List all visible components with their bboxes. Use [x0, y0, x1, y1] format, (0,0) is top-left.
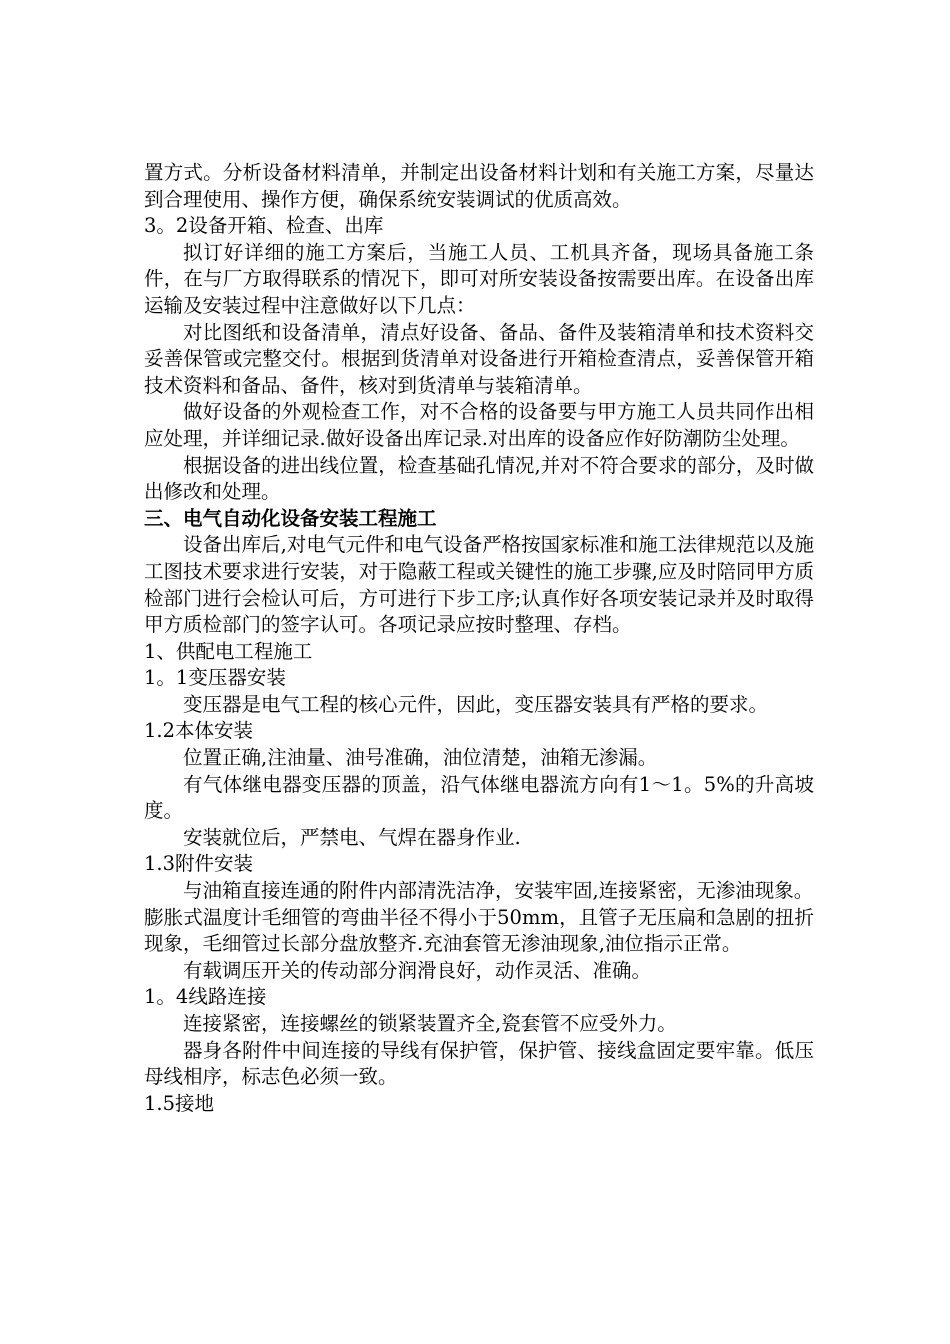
section-heading-1-5: 1.5接地 [144, 1091, 215, 1115]
document-body [144, 160, 814, 1117]
paragraph: 设备出库后,对电气元件和电气设备严格按国家标准和施工法律规范以及施工图技术要求进行安装，对于隐蔽工程或关键性的施工步骤,应及时陪同甲方质检部门进行会检认可后，方可进行下步工序;认真作好各项安装记录并及时取得甲方质检部门的签字认可。各项记录应按时整理、存档。 [144, 533, 814, 637]
paragraph: 有载调压开关的传动部分润滑良好，动作灵活、准确。 [183, 958, 652, 982]
paragraph: 有气体继电器变压器的顶盖，沿气体继电器流方向有1～1。5%的升高坡度。 [144, 772, 814, 823]
paragraph: 与油箱直接连通的附件内部清洗洁净，安装牢固,连接紧密，无渗油现象。 [183, 879, 814, 903]
chapter-heading-3: 三、电气自动化设备安装工程施工 [144, 506, 437, 530]
paragraph: 拟订好详细的施工方案后，当施工人员、工机具齐备，现场具备施工条件，在与厂方取得联系的情况下，即可对所安装设备按需要出库。在设备出库运输及安装过程中注意做好以下几点： [144, 240, 814, 317]
paragraph: 根据设备的进出线位置，检查基础孔情况,并对不符合要求的部分，及时做出修改和处理。 [144, 453, 814, 504]
paragraph: 安装就位后，严禁电、气焊在器身作业. [183, 825, 521, 849]
section-heading-3-2: 3。2设备开箱、检查、出库 [144, 214, 384, 238]
paragraph: 做好设备的外观检查工作，对不合格的设备要与甲方施工人员共同作出相应处理，并详细记录.做好设备出库记录.对出库的设备应作好防潮防尘处理。 [144, 400, 814, 450]
paragraph-intro-continuation: 置方式。分析设备材料清单，并制定出设备材料计划和有关施工方案，尽量达到合理使用、操作方便，确保系统安装调试的优质高效。 [144, 161, 814, 211]
paragraph: 对比图纸和设备清单，清点好设备、备品、备件及装箱清单和技术资料交妥善保管或完整交付。根据到货清单对设备进行开箱检查清点，妥善保管开箱技术资料和备品、备件，核对到货清单与装箱清单。 [144, 320, 814, 397]
paragraph: 器身各附件中间连接的导线有保护管，保护管、接线盒固定要牢靠。低压母线相序，标志色必须一致。 [144, 1038, 814, 1089]
section-heading-1-3: 1.3附件安装 [144, 852, 254, 876]
section-heading-1-1: 1。1变压器安装 [144, 666, 286, 690]
paragraph: 变压器是电气工程的核心元件，因此，变压器安装具有严格的要求。 [183, 692, 769, 716]
paragraph: 连接紧密，连接螺丝的锁紧装置齐全,瓷套管不应受外力。 [183, 1012, 677, 1035]
section-heading-1: 1、供配电工程施工 [144, 639, 313, 663]
section-heading-1-4: 1。4线路连接 [144, 985, 267, 1009]
paragraph: 膨胀式温度计毛细管的弯曲半径不得小于50mm，且管子无压扁和急剧的扭折现象，毛细管过长部分盘放整齐.充油套管无渗油现象,油位指示正常。 [144, 905, 814, 956]
paragraph: 位置正确,注油量、油号准确，油位清楚，油箱无渗漏。 [183, 746, 658, 770]
section-heading-1-2: 1.2本体安装 [144, 719, 254, 743]
